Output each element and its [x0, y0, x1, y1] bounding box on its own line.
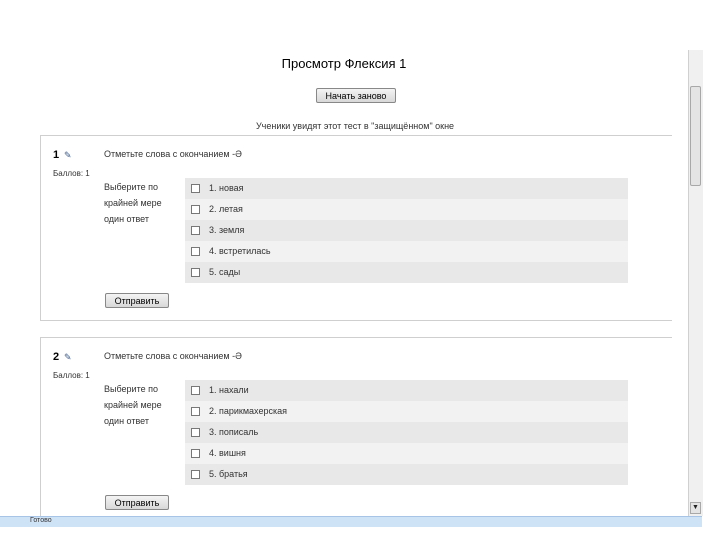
answer-option[interactable]	[185, 241, 628, 262]
question-number: 2	[53, 351, 60, 363]
answer-instruction: Выберите по крайней мере один ответ	[104, 384, 162, 426]
status-bar	[0, 516, 702, 527]
option-label: 5. братья	[209, 469, 248, 479]
question-1	[40, 135, 672, 321]
quiz-preview-viewport	[0, 50, 688, 516]
submit-button[interactable]: Отправить	[105, 293, 169, 308]
question-text: Отметьте слова с окончанием -Ә	[104, 149, 242, 159]
option-checkbox[interactable]	[191, 386, 200, 395]
answer-option[interactable]	[185, 199, 628, 220]
answer-option[interactable]	[185, 401, 628, 422]
option-label: 1. новая	[209, 183, 244, 193]
answer-option[interactable]	[185, 464, 628, 485]
option-label: 3. пописаль	[209, 427, 259, 437]
option-checkbox[interactable]	[191, 268, 200, 277]
option-checkbox[interactable]	[191, 247, 200, 256]
start-again-button[interactable]: Начать заново	[316, 88, 396, 103]
answer-option[interactable]	[185, 422, 628, 443]
scroll-down-icon[interactable]: ▼	[690, 502, 701, 514]
option-label: 3. земля	[209, 225, 245, 235]
page-title: Просмотр Флексия 1	[281, 56, 407, 71]
option-checkbox[interactable]	[191, 428, 200, 437]
option-checkbox[interactable]	[191, 226, 200, 235]
edit-question-icon[interactable]: ✎	[64, 352, 72, 362]
edit-question-icon[interactable]: ✎	[64, 150, 72, 160]
status-text: Готово	[30, 517, 52, 524]
question-text: Отметьте слова с окончанием -Ә	[104, 351, 242, 361]
answer-option[interactable]	[185, 380, 628, 401]
question-grade: Баллов: 1	[53, 169, 90, 178]
option-label: 4. встретилась	[209, 246, 271, 256]
option-label: 2. парикмахерская	[209, 406, 287, 416]
answer-option[interactable]	[185, 220, 628, 241]
secure-window-notice: Ученики увидят этот тест в "защищённом" окне	[255, 121, 455, 131]
submit-button[interactable]: Отправить	[105, 495, 169, 510]
option-label: 1. нахали	[209, 385, 249, 395]
option-label: 5. сады	[209, 267, 241, 277]
question-grade: Баллов: 1	[53, 371, 90, 380]
answer-option[interactable]	[185, 443, 628, 464]
question-number: 1	[53, 149, 60, 161]
option-checkbox[interactable]	[191, 449, 200, 458]
option-checkbox[interactable]	[191, 184, 200, 193]
option-label: 4. вишня	[209, 448, 246, 458]
option-checkbox[interactable]	[191, 470, 200, 479]
answer-option[interactable]	[185, 262, 628, 283]
option-label: 2. летая	[209, 204, 243, 214]
option-checkbox[interactable]	[191, 407, 200, 416]
scrollbar-thumb[interactable]	[690, 86, 701, 186]
answer-option[interactable]	[185, 178, 628, 199]
answer-instruction: Выберите по крайней мере один ответ	[104, 182, 162, 224]
question-2	[40, 337, 672, 517]
option-checkbox[interactable]	[191, 205, 200, 214]
vertical-scrollbar[interactable]	[688, 50, 703, 516]
